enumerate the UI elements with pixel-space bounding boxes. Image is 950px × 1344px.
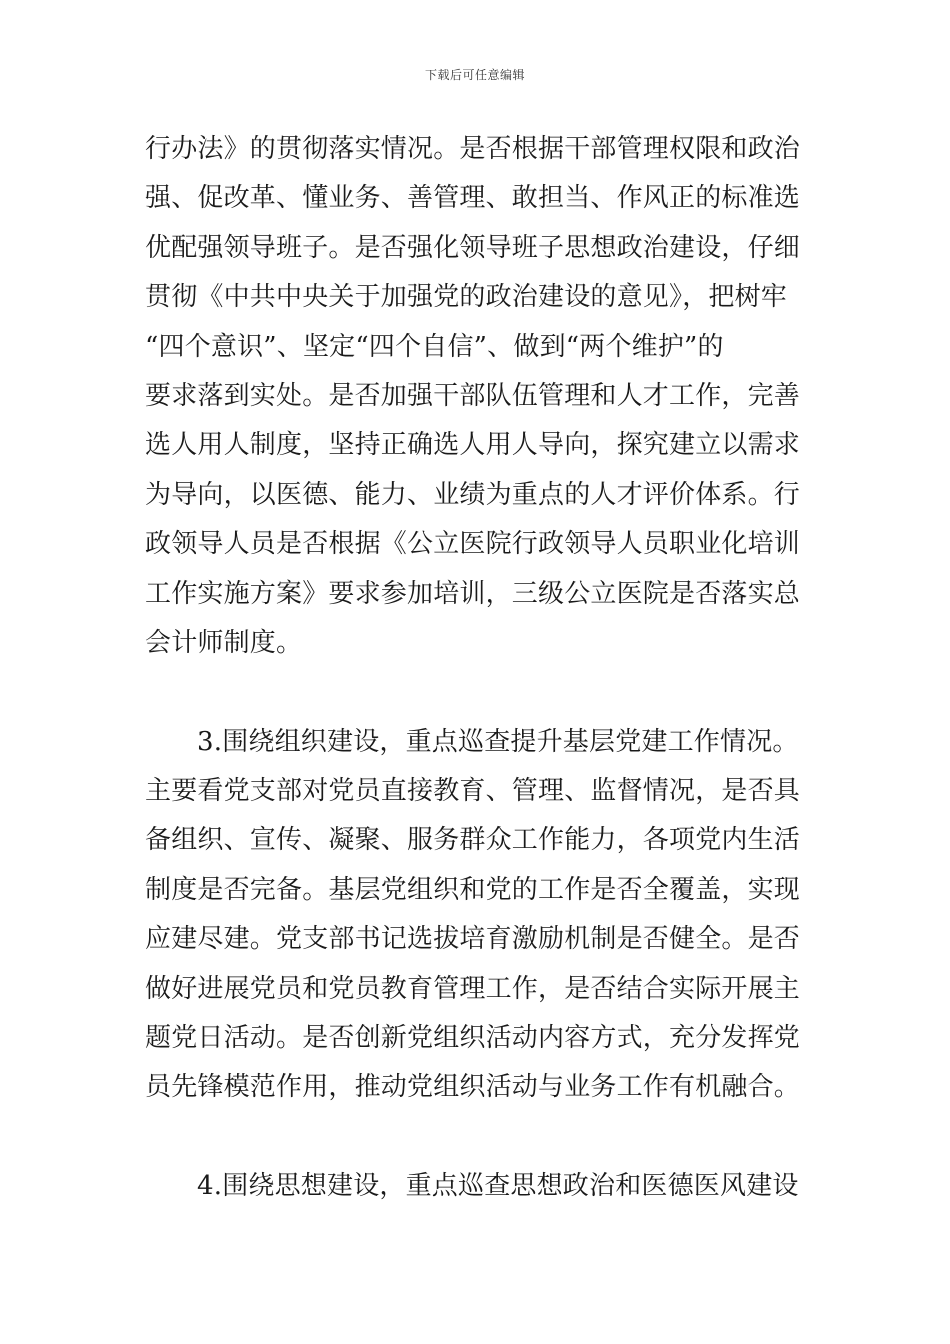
text-line: 行办法》的贯彻落实情况。是否根据干部管理权限和政治: [145, 134, 801, 164]
text-line: 强、促改革、懂业务、善管理、敢担当、作风正的标准选: [145, 183, 801, 214]
paragraph-2: [145, 718, 810, 1113]
text-line: 选人用人制度，坚持正确选人用人导向，探究建立以需求: [145, 430, 801, 461]
paragraph-gap: [145, 668, 810, 717]
text-line: 题党日活动。是否创新党组织活动内容方式，充分发挥党: [145, 1023, 801, 1054]
text-line: 3.围绕组织建设，重点巡查提升基层党建工作情况。: [197, 726, 799, 757]
text-line: 工作实施方案》要求参加培训，三级公立医院是否落实总: [145, 578, 801, 609]
paragraph-3: [145, 1162, 810, 1211]
page-header: 下载后可任意编辑: [424, 68, 525, 82]
text-line: 为导向，以医德、能力、业绩为重点的人才评价体系。行: [145, 479, 801, 510]
text-line: 政领导人员是否根据《公立医院行政领导人员职业化培训: [145, 529, 801, 560]
document-body: [145, 125, 810, 1212]
paragraph-1: [145, 125, 810, 668]
text-line: 应建尽建。党支部书记选拔培育激励机制是否健全。是否: [145, 924, 801, 955]
text-line: 贯彻《中共中央关于加强党的政治建设的意见》，把树牢: [145, 282, 788, 313]
text-line: 备组织、宣传、凝聚、服务群众工作能力，各项党内生活: [145, 825, 801, 856]
text-line: “四个意识”、坚定“四个自信”、做到“两个维护”的: [145, 331, 724, 362]
text-line: 4.围绕思想建设，重点巡查思想政治和医德医风建设: [197, 1171, 799, 1202]
text-line: 制度是否完备。基层党组织和党的工作是否全覆盖，实现: [145, 874, 801, 905]
text-line: 会计师制度。: [145, 627, 303, 658]
text-line: 要求落到实处。是否加强干部队伍管理和人才工作，完善: [145, 380, 801, 411]
text-line: 主要看党支部对党员直接教育、管理、监督情况，是否具: [145, 776, 801, 807]
paragraph-gap: [145, 1113, 810, 1162]
text-line: 优配强领导班子。是否强化领导班子思想政治建设，仔细: [145, 232, 801, 263]
text-line: 员先锋模范作用，推动党组织活动与业务工作有机融合。: [145, 1072, 801, 1103]
text-line: 做好进展党员和党员教育管理工作，是否结合实际开展主: [145, 973, 801, 1004]
